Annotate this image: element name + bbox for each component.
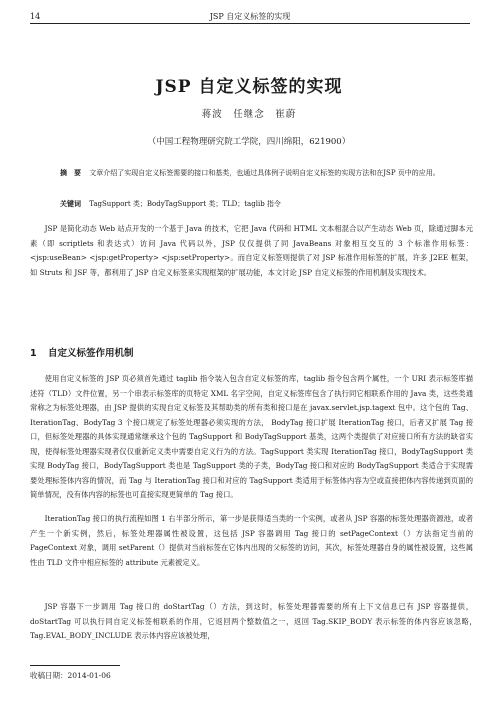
intro-paragraph: JSP 是简化动态 Web 站点开发的一个基于 Java 的技术，它把 Java 代码和 HTML 文本相混合以产生动态 Web 页，除通过脚本元素（即 scriptlets 和表达式）访问 Java 代码以外，JSP 仅仅提供了同 JavaBeans 对象相互交互的 3 个标准作用标签：<jsp:useBean> <jsp:getProperty> <jsp:setProperty>。而自定义标签则提供了对 JSP 标准作用标签的扩展，许多 J2EE 框架，如 Struts 和 JSF 等，都利用了 JSP 自定义标签来实现框架的扩展功能，本文讨论 JSP 自定义标签的作用机制及实现技术。 [30,224,473,277]
section-number: 1 [30,348,37,359]
article-title: JSP 自定义标签的实现 [155,77,343,97]
abstract-text: 文章介绍了实现自定义标签需要的接口和基类，也通过具体例子说明自定义标签的实现方法和在JSP 页中的应用。 [89,169,440,177]
section-heading [30,345,133,359]
page-number: 14 [30,12,41,21]
body-paragraph: JSP 容器下一步调用 Tag 接口的 doStartTag（）方法，到这时，标签处理器需要的所有上下文信息已有 JSP 容器提供，doStartTag 可以执行同自定义标签相联系的作用，它返回两个整数值之一，返回 Tag.SKIP_BODY 表示标签的体内容应该忽略， Tag.EVAL_BODY_INCLUDE 表示体内容应该被处理， [30,602,481,640]
keywords-text: TagSupport 类；BodyTagSupport 类；TLD；taglib 指令 [89,200,281,208]
body-paragraph: 使用自定义标签的 JSP 页必须首先通过 taglib 指令装入包含自定义标签的库，taglib 指令包含两个属性，一个 URI 表示标签库描述符（TLD）文件位置，另一个串表示标签库的页特定 XML 名字空间，自定义标签库包含了执行同它相联系作用的 Java 类，这些类通常称之为标签处理器，由 JSP 提供的实现自定义标签及其帮助类的所有类和接口是在 javax.servlet.jsp.tagext 包中。这个包的 Tag、IterationTag、BodyTag 3 个接口规定了标签处理器必须实现的方法， BodyTag 接口扩展 IterationTag 接口，后者又扩展 Tag 接口，但标签处理器的具体实现通常继承这个包的 TagSupport 和 BodyTagSupport 基类，这两个类提供了对应接口所有方法的缺省实现，使得标签处理器实现者仅仅重新定义类中需要自定义行为的方法。TagSupport 类实现 IterationTag 接口，BodyTagSupport 类实现 BodyTag 接口，BodyTagSupport 类也是 TagSupport 类的子类，BodyTag 接口和对应的 BodyTagSupport 类适合于实现需要处理标签体内容的情况，而 Tag 与 IterationTag 接口和对应的 TagSupport 类适用于标签体内容为空或直接把体内容传递到页面的简单情况，没有体内容的标签也可直接实现更简单的 Tag 接口。 [30,374,473,499]
running-header [30,10,470,24]
received-date-footnote: 收稿日期：2014-01-06 [30,671,111,680]
keywords-label: 关键词 [60,199,81,208]
abstract-label: 摘 要 [60,168,81,177]
article-authors: 蒋波 任继念 崔蔚 [201,109,297,120]
author-affiliation: （中国工程物理研究院工学院，四川绵阳，621900） [147,137,351,147]
footnote-divider [30,665,120,666]
section-title: 自定义标签作用机制 [47,348,134,359]
keywords [60,198,440,210]
body-paragraph: IterationTag 接口的执行流程如图 1 右半部分所示，第一步是获得适当类的一个实例，或者从 JSP 容器的标签处理器资源池，或者产生一个新实例，然后，标签处理器属性被设置，这包括 JSP 容器调用 Tag 接口的 setPageContext（）方法指定当前的 PageContext 对象，调用 setParent（）提供对当前标签在它体内出现的父标签的访问，其次，标签处理器自身的属性被设置，这些属性由 TLD 文件中相应标签的 attribute 元素被定义。 [30,514,473,567]
running-title: JSP 自定义标签的实现 [209,12,291,21]
abstract [60,165,440,181]
